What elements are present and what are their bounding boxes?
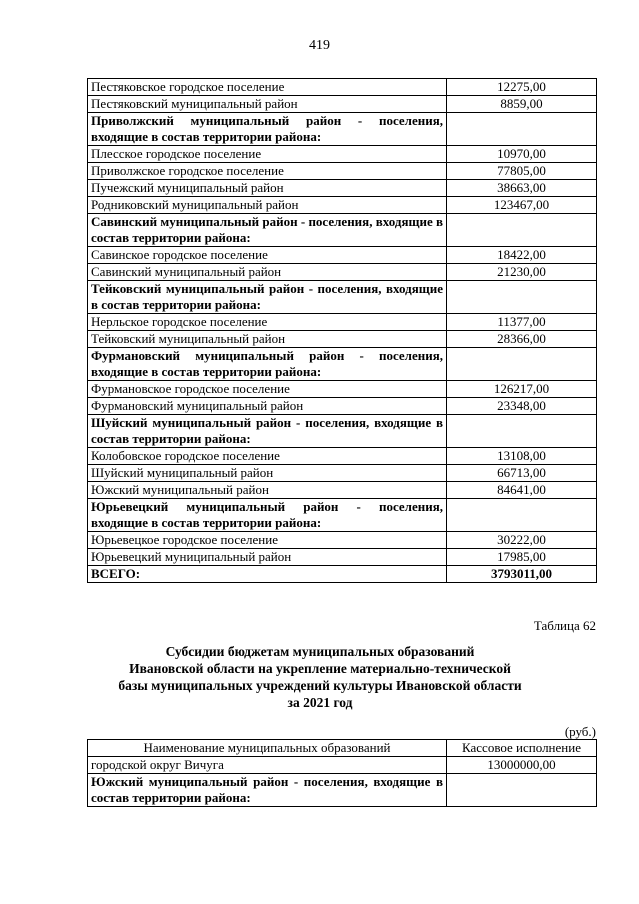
row-value	[447, 214, 597, 247]
row-name: Колобовское городское поселение	[88, 448, 447, 465]
table-row	[88, 264, 597, 281]
row-name: Южский муниципальный район	[88, 482, 447, 499]
table-row	[88, 381, 597, 398]
table-title-line: за 2021 год	[287, 695, 353, 710]
row-name: Фурмановский муниципальный район - поселения, входящие в состав территории района:	[88, 348, 447, 381]
row-name: Юрьевецкое городское поселение	[88, 532, 447, 549]
row-value: 11377,00	[447, 314, 597, 331]
culture-subsidy-table-body	[88, 740, 597, 807]
row-value: 123467,00	[447, 197, 597, 214]
row-value: 10970,00	[447, 146, 597, 163]
row-value: 8859,00	[447, 96, 597, 113]
row-name: Плесское городское поселение	[88, 146, 447, 163]
row-name: городской округ Вичуга	[88, 757, 447, 774]
row-value: 28366,00	[447, 331, 597, 348]
table-title-line: базы муниципальных учреждений культуры Ивановской области	[118, 678, 522, 693]
table-header-row	[88, 740, 597, 757]
page-number: 419	[309, 38, 330, 53]
table-row	[88, 214, 597, 247]
table-row	[88, 146, 597, 163]
table-row	[88, 180, 597, 197]
row-name: Пестяковское городское поселение	[88, 79, 447, 96]
row-name: ВСЕГО:	[88, 566, 447, 583]
row-value: 30222,00	[447, 532, 597, 549]
table-row	[88, 757, 597, 774]
row-name: Пестяковский муниципальный район	[88, 96, 447, 113]
row-value: 18422,00	[447, 247, 597, 264]
table-row	[88, 415, 597, 448]
subsidy-table-body	[88, 79, 597, 583]
header-municipality: Наименование муниципальных образований	[88, 740, 447, 757]
row-value	[447, 774, 597, 807]
row-value	[447, 281, 597, 314]
row-value: 126217,00	[447, 381, 597, 398]
row-value: 66713,00	[447, 465, 597, 482]
table-row	[88, 281, 597, 314]
row-name: Савинское городское поселение	[88, 247, 447, 264]
table-row	[88, 499, 597, 532]
row-name: Юрьевецкий муниципальный район - поселения, входящие в состав территории района:	[88, 499, 447, 532]
row-name: Приволжское городское поселение	[88, 163, 447, 180]
row-value: 13000000,00	[447, 757, 597, 774]
row-name: Южский муниципальный район - поселения, входящие в состав территории района:	[88, 774, 447, 807]
row-value: 12275,00	[447, 79, 597, 96]
table-title-line: Субсидии бюджетам муниципальных образований	[165, 644, 475, 659]
row-name: Нерльское городское поселение	[88, 314, 447, 331]
row-value: 13108,00	[447, 448, 597, 465]
row-name: Шуйский муниципальный район	[88, 465, 447, 482]
row-name: Тейковский муниципальный район - поселения, входящие в состав территории района:	[88, 281, 447, 314]
table-row	[88, 465, 597, 482]
row-name: Пучежский муниципальный район	[88, 180, 447, 197]
header-execution: Кассовое исполнение	[447, 740, 597, 757]
unit-label: (руб.)	[564, 724, 596, 739]
row-name: Фурмановский муниципальный район	[88, 398, 447, 415]
row-name: Фурмановское городское поселение	[88, 381, 447, 398]
table-row	[88, 314, 597, 331]
table-row	[88, 113, 597, 146]
row-value: 23348,00	[447, 398, 597, 415]
table-title	[60, 643, 580, 711]
row-value	[447, 113, 597, 146]
subsidy-table-continued	[87, 78, 597, 583]
row-value: 38663,00	[447, 180, 597, 197]
table-row	[88, 163, 597, 180]
table-row	[88, 398, 597, 415]
table-row	[88, 482, 597, 499]
table-label: Таблица 62	[533, 618, 596, 633]
table-row	[88, 96, 597, 113]
row-name: Савинский муниципальный район	[88, 264, 447, 281]
culture-subsidy-table	[87, 739, 597, 807]
row-value	[447, 348, 597, 381]
table-row	[88, 448, 597, 465]
table-row	[88, 348, 597, 381]
row-value: 3793011,00	[447, 566, 597, 583]
table-row	[88, 247, 597, 264]
row-value: 84641,00	[447, 482, 597, 499]
row-value	[447, 415, 597, 448]
table-row	[88, 549, 597, 566]
row-value: 17985,00	[447, 549, 597, 566]
row-name: Тейковский муниципальный район	[88, 331, 447, 348]
table-row	[88, 566, 597, 583]
table-row	[88, 532, 597, 549]
row-name: Приволжский муниципальный район - поселения, входящие в состав территории района:	[88, 113, 447, 146]
row-name: Шуйский муниципальный район - поселения, входящие в состав территории района:	[88, 415, 447, 448]
row-value	[447, 499, 597, 532]
row-name: Юрьевецкий муниципальный район	[88, 549, 447, 566]
table-row	[88, 331, 597, 348]
table-row	[88, 774, 597, 807]
row-name: Савинский муниципальный район - поселения, входящие в состав территории района:	[88, 214, 447, 247]
row-name: Родниковский муниципальный район	[88, 197, 447, 214]
row-value: 77805,00	[447, 163, 597, 180]
table-row	[88, 79, 597, 96]
row-value: 21230,00	[447, 264, 597, 281]
table-title-line: Ивановской области на укрепление материально-технической	[129, 661, 511, 676]
table-row	[88, 197, 597, 214]
